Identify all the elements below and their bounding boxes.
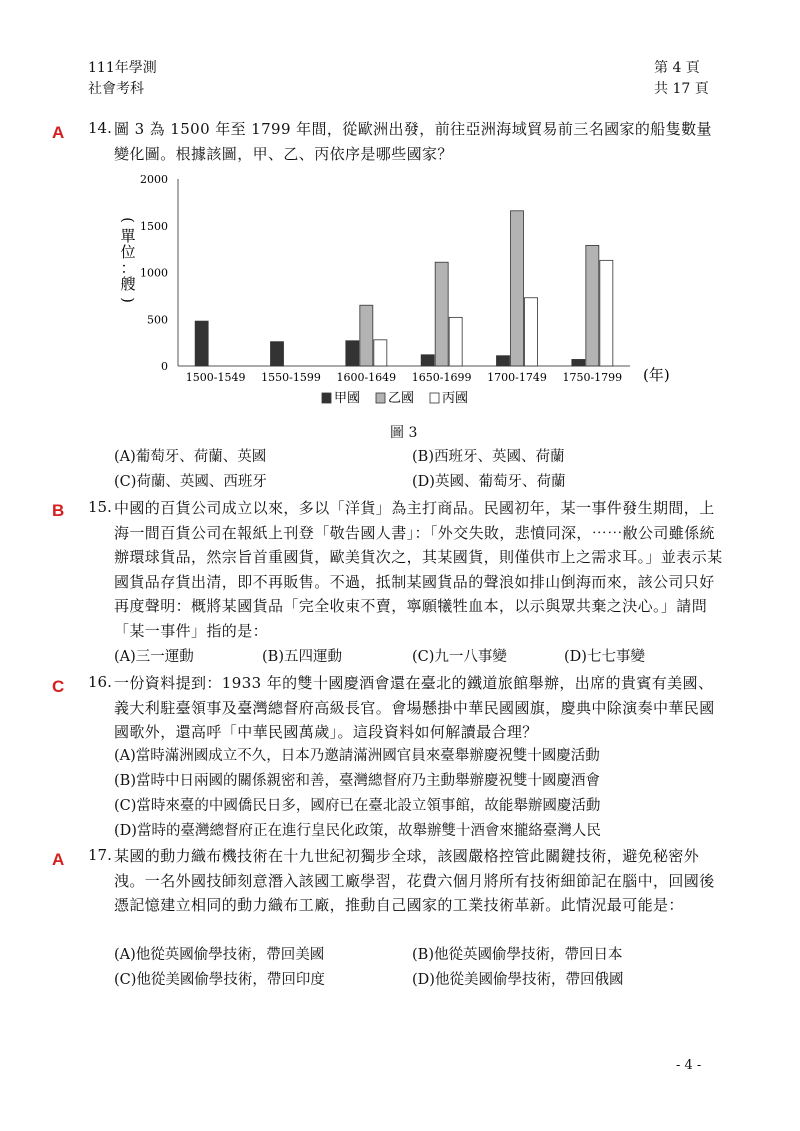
y-tick-label: 1000 [140, 266, 168, 280]
option-q15-d[interactable]: (D)七七事變 [564, 649, 645, 665]
option-q17-b[interactable]: (B)他從英國偷學技術，帶回日本 [412, 947, 623, 963]
total-pages: 共 17 頁 [654, 81, 709, 97]
figure-caption: 圖 3 [390, 425, 418, 441]
answer-mark-q15: B [52, 501, 65, 520]
question-number-q14: 14. [88, 119, 112, 137]
option-q14-d[interactable]: (D)英國、葡萄牙、荷蘭 [412, 474, 566, 490]
option-q15-c[interactable]: (C)九一八事變 [412, 649, 507, 665]
question-text-q14: 圖 3 為 1500 年至 1799 年間，從歐洲出發，前往亞洲海域貿易前三名國家的船隻數量變化圖。根據該圖，甲、乙、丙依序是哪些國家？ [114, 120, 712, 163]
legend-label: 丙國 [442, 391, 469, 406]
option-q16-c[interactable]: (C)當時來臺的中國僑民日多，國府已在臺北設立領事館，故能舉辦國慶活動 [114, 798, 601, 814]
bar-yi [435, 262, 448, 366]
bar-jia [421, 355, 434, 366]
option-q17-d[interactable]: (D)他從美國偷學技術，帶回俄國 [412, 972, 624, 988]
bar-bing [600, 260, 613, 366]
bar-bing [449, 317, 462, 366]
exam-title: 111年學測 [88, 60, 157, 76]
legend-swatch [322, 393, 331, 403]
question-number-q17: 17. [88, 846, 112, 864]
y-tick-label: 500 [147, 313, 168, 327]
option-q14-a[interactable]: (A)葡萄牙、荷蘭、英國 [114, 449, 267, 465]
bar-yi [586, 245, 599, 366]
y-tick-label: 1500 [140, 219, 168, 233]
x-tick-label: 1700-1749 [487, 371, 547, 384]
option-q16-b[interactable]: (B)當時中日兩國的關係親密和善，臺灣總督府乃主動舉辦慶祝雙十國慶酒會 [114, 773, 600, 789]
bar-jia [346, 341, 359, 366]
bar-jia [572, 359, 585, 366]
bar-jia [195, 321, 208, 366]
x-axis-label: (年) [643, 366, 670, 384]
exam-subject: 社會考科 [88, 81, 144, 97]
bar-yi [511, 211, 524, 366]
question-text-q17: 某國的動力織布機技術在十九世紀初獨步全球，該國嚴格控管此關鍵技術，避免秘密外洩。一名外國技師刻意潛入該國工廠學習，花費六個月將所有技術細節記在腦中，回國後憑記憶建立相同的動力織布工廠，推動自己國家的工業技術革新。此情況最可能是： [114, 847, 715, 914]
y-axis-label-char: ) [119, 297, 137, 303]
x-tick-label: 1600-1649 [336, 371, 397, 384]
page-header [654, 58, 709, 100]
question-number-q15: 15. [88, 498, 112, 516]
answer-mark-q14: A [52, 123, 65, 142]
y-axis-label-char: ： [120, 259, 136, 277]
option-q15-a[interactable]: (A)三一運動 [114, 649, 194, 665]
y-axis-label-char: 位 [120, 243, 136, 261]
bar-bing [525, 298, 538, 366]
bar-bing [374, 340, 387, 366]
option-q16-a[interactable]: (A)當時滿洲國成立不久，日本乃邀請滿洲國官員來臺舉辦慶祝雙十國慶活動 [114, 748, 600, 764]
question-number-q16: 16. [88, 673, 112, 691]
option-q17-c[interactable]: (C)他從美國偷學技術，帶回印度 [114, 972, 325, 988]
option-q17-a[interactable]: (A)他從英國偷學技術，帶回美國 [114, 947, 325, 963]
option-q14-b[interactable]: (B)西班牙、英國、荷蘭 [412, 449, 565, 465]
page-indicator: 第 4 頁 [654, 60, 700, 76]
legend-label: 甲國 [334, 391, 361, 406]
chart-legend [322, 391, 468, 406]
answer-mark-q17: A [52, 850, 65, 869]
x-tick-label: 1750-1799 [562, 371, 623, 384]
page-number: - 4 - [676, 1058, 702, 1073]
ship-count-chart [100, 165, 700, 420]
bar-jia [271, 342, 284, 366]
option-q16-d[interactable]: (D)當時的臺灣總督府正在進行皇民化政策，故舉辦雙十酒會來攏絡臺灣人民 [114, 823, 601, 839]
x-tick-label: 1650-1699 [411, 371, 472, 384]
legend-label: 乙國 [388, 391, 415, 406]
y-axis-label-char: 艘 [120, 275, 136, 293]
option-q15-b[interactable]: (B)五四運動 [262, 649, 342, 665]
question-text-q16: 一份資料提到：1933 年的雙十國慶酒會還在臺北的鐵道旅館舉辦，出席的貴賓有美國、義大利駐臺領事及臺灣總督府高級長官。會場懸掛中華民國國旗，慶典中除演奏中華民國國歌外，還高呼「中華民國萬歲」。這段資料如何解讀最合理？ [114, 674, 715, 741]
y-axis-label-char: 單 [120, 227, 136, 245]
bar-jia [497, 356, 510, 366]
y-axis-label-char: ( [119, 217, 137, 223]
bar-yi [360, 305, 373, 366]
y-axis-label [119, 217, 137, 303]
y-tick-label: 2000 [140, 173, 168, 186]
answer-mark-q16: C [52, 677, 65, 696]
exam-header [88, 58, 157, 100]
x-tick-label: 1500-1549 [185, 371, 246, 384]
legend-swatch [430, 393, 439, 403]
option-q14-c[interactable]: (C)荷蘭、英國、西班牙 [114, 474, 267, 490]
question-text-q15: 中國的百貨公司成立以來，多以「洋貨」為主打商品。民國初年，某一事件發生期間，上海一間百貨公司在報紙上刊登「敬告國人書」：「外交失敗，悲憤同深，⋯⋯敝公司雖係統辦環球貨品，然宗旨首重國貨，歐美貨次之，其某國貨，則僅供市上之需求耳。」並表示某國貨品存貨出清，即不再販售。不過，抵制某國貨品的聲浪如排山倒海而來，該公司只好再度聲明：概將某國貨品「完全收束不賣，寧願犧牲血本，以示與眾共棄之決心。」請問「某一事件」指的是： [114, 499, 723, 640]
legend-swatch [376, 393, 385, 403]
x-tick-label: 1550-1599 [261, 371, 321, 384]
y-tick-label: 0 [161, 360, 168, 373]
